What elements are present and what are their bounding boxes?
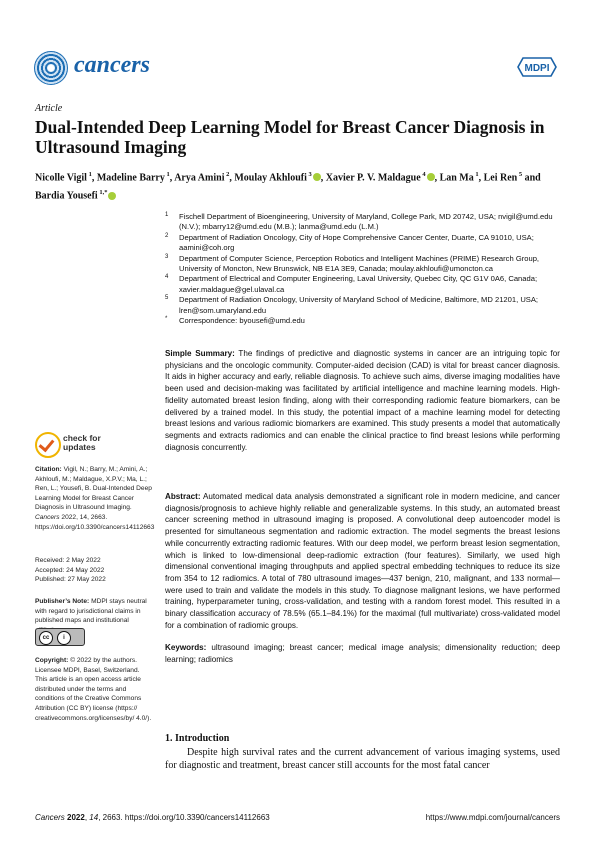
footer-journal: Cancers: [35, 813, 65, 822]
affiliation-item: [165, 254, 565, 275]
check-updates-icon: [35, 432, 61, 458]
affiliation-text: Correspondence: byousefi@umd.edu: [179, 316, 305, 326]
introduction-text: Despite high survival rates and the current advancement of various imaging systems, used for diagnostic and treatment, breast cancer still accounts for the most fatal cancer: [165, 747, 560, 772]
simple-summary-label: Simple Summary:: [165, 349, 235, 358]
check-for-updates-button[interactable]: [35, 432, 130, 460]
copyright-block: [35, 656, 153, 723]
affiliation-number: 5: [165, 295, 169, 302]
affiliation-text: Department of Electrical and Computer Engineering, Laval University, Quebec City, QC G1V 0A6, Canada; xavier.maldague@gel.ulaval.ca: [179, 274, 538, 294]
paper-title: Dual-Intended Deep Learning Model for Breast Cancer Diagnosis in Ultrasound Imaging: [35, 117, 545, 157]
affiliation-list: [165, 212, 565, 326]
citation-journal: Cancers: [35, 513, 60, 521]
mdpi-logo: [517, 57, 557, 77]
author-name: Xavier P. V. Maldague: [325, 172, 421, 184]
citation-label: Citation:: [35, 466, 62, 473]
author-list: [35, 167, 565, 204]
publishers-note-label: Publisher’s Note:: [35, 598, 90, 605]
cc-icon: cc: [39, 631, 53, 645]
author-name: Madeline Barry: [96, 172, 165, 184]
author-separator: ,: [434, 172, 440, 184]
article-type: Article: [35, 103, 63, 114]
affiliation-item: [165, 274, 565, 295]
footer-year: 2022: [67, 813, 85, 822]
citation-text: Vigil, N.; Barry, M.; Amini, A.; Akhloufi, M.; Maldague, X.P.V.; Ma, L.; Ren, L.; Yousefi, B. Dual-Intended Deep Learning Model for Breast Cancer Diagnosis in Ultrasound Imaging.: [35, 466, 152, 512]
journal-logo: [34, 51, 68, 85]
date-accepted: Accepted: 24 May 2022: [35, 566, 105, 574]
author-affil-sup: 3: [306, 171, 312, 178]
keywords-label: Keywords:: [165, 643, 207, 652]
footer-journal-url[interactable]: https://www.mdpi.com/journal/cancers: [425, 813, 560, 822]
citation-ref: 2022, 14, 2663. https://doi.org/10.3390/cancers14112663: [35, 513, 155, 531]
copyright-text: © 2022 by the authors. Licensee MDPI, Basel, Switzerland. This article is an open access article distributed under the terms and conditions of the Creative Commons Attribution (CC BY) license (https:// creativecommons.org/licenses/by/ 4.0/).: [35, 657, 152, 722]
abstract-label: Abstract:: [165, 492, 201, 501]
orcid-icon[interactable]: [313, 173, 321, 181]
affiliation-number: 1: [165, 212, 169, 218]
date-received: Received: 2 May 2022: [35, 557, 101, 564]
keywords-text: ultrasound imaging; breast cancer; medical image analysis; dimensionality reduction; deep learning; radiomics: [165, 643, 560, 664]
citation-block: [35, 465, 153, 532]
affiliation-number: 4: [165, 274, 169, 281]
affiliation-number: 2: [165, 232, 169, 239]
author-separator: ,: [169, 172, 175, 184]
author-affil-sup: 1: [473, 171, 479, 178]
author-name: Nicolle Vigil: [35, 172, 87, 184]
copyright-label: Copyright:: [35, 657, 69, 664]
author-affil-sup: 1: [164, 171, 170, 178]
affiliation-text: Department of Computer Science, Perception Robotics and Intelligent Machines (PRIME) Research Group, University of Moncton, New Brunswick, NB E1A 3E9, Canada; moulay.akhloufi@umoncton.ca: [179, 253, 540, 274]
abstract-text: Automated medical data analysis demonstrated a significant role in modern medicine, and cancer diagnosis/prognosis to achieve highly reliable and generalizable systems. In this study, an automated breast cancer screening method in ultrasound imaging is proposed. A convolutional deep autoencoder model is presented for simultaneous segmentation and radiomic extraction. The model segments the breast lesions while concurrently extracting radiomic features. With our deep model, we perform breast lesion segmentation, which is linked to low-dimensional deep-radiomic extraction (four features). Similarly, we used high dimensional conventional imaging throughputs and applied spectral embedding techniques to reduce its size from 354 to 12 radiomics. A total of 780 ultrasound images—437 benign, 210, malignant, and 133 normal—were used to train and validate the models in this study. To diagnose malignant lesions, we have performed training, hyperparameter tuning, cross-validation, and testing with a random forest model. This resulted in a binary classification accuracy of 78.5% (65.1–84.1%) for the maximal (full multivariate) cross-validated model for a combination of radiomic groups.: [165, 492, 560, 630]
orcid-icon[interactable]: [427, 173, 435, 181]
check-updates-line2: updates: [63, 442, 96, 452]
author-separator: ,: [91, 172, 97, 184]
affiliation-number: 3: [165, 253, 169, 260]
author-separator: ,: [229, 172, 235, 184]
author-name: Bardia Yousefi: [35, 190, 98, 202]
author-name: Lan Ma: [439, 172, 474, 184]
affiliation-item: [165, 212, 565, 233]
affiliation-text: Department of Radiation Oncology, University of Maryland School of Medicine, Baltimore, MD 21201, USA; lren@som.umaryland.edu: [179, 295, 539, 315]
author-affil-sup: 5: [517, 171, 523, 178]
affiliation-item: [165, 316, 565, 326]
simple-summary-text: The findings of predictive and diagnostic systems in cancer are an intriguing topic for physicians and the oncologic community. Computer-aided decision (CAD) is vital for breast cancer diagnosis. It aids in higher accuracy and early, reliable diagnosis. To achieve such aims, diverse imaging modalities have been used and decision-making was facilitated by artificial intelligence and machine learning models. High-fidelity automated breast lesion finding, along with their corresponding radiomic feature biomarkers, can be delivered by a trained model. In this study, the potential impact of a machine learning model for detecting breast lesions and various radiomic biomarkers are examined. This study presents a model that automatically segments and extracts radiomics and can enable the clinical practice to find breast lesions while performing diagnosis concurrently.: [165, 349, 561, 452]
author-affil-sup: 4: [420, 171, 426, 178]
by-icon: i: [57, 631, 71, 645]
author-name: Lei Ren: [483, 172, 518, 184]
cc-by-license-badge[interactable]: [35, 628, 85, 646]
simple-summary: [165, 348, 560, 453]
affiliation-item: [165, 233, 565, 254]
date-published: Published: 27 May 2022: [35, 576, 106, 584]
keywords: [165, 642, 560, 665]
author-separator: ,: [320, 172, 326, 184]
footer-citation: Cancers 2022, 14, 2663. https://doi.org/10.3390/cancers14112663: [35, 813, 270, 822]
author-name: Arya Amini: [174, 172, 225, 184]
affiliation-text: Department of Radiation Oncology, City of Hope Comprehensive Cancer Center, Duarte, CA 91010, USA; aamini@coh.org: [179, 232, 534, 253]
author-separator: and: [522, 172, 541, 184]
footer-ref: , 2663. https://doi.org/10.3390/cancers14112663: [98, 813, 270, 822]
orcid-icon[interactable]: [108, 192, 116, 200]
author-affil-sup: 1: [86, 171, 92, 178]
author-affil-sup: 2: [224, 171, 230, 178]
author-separator: ,: [478, 172, 484, 184]
footer-volume: 14: [89, 813, 99, 822]
publishers-note-text: MDPI stays neutral with regard to jurisdictional claims in published maps and institutional: [35, 598, 147, 625]
author-name: Moulay Akhloufi: [234, 172, 307, 184]
affiliation-item: [165, 295, 565, 316]
publisher-name: MDPI: [524, 63, 550, 74]
author-affil-sup: 1,*: [97, 189, 108, 197]
affiliation-text: Fischell Department of Bioengineering, University of Maryland, College Park, MD 20742, USA; nvigil@umd.edu (N.V.); mbarry12@umd.edu (M.B.); lanma@umd.edu (L.M.): [179, 212, 553, 232]
abstract: [165, 491, 560, 631]
check-updates-line1: check for: [63, 433, 101, 443]
affiliation-number: *: [165, 316, 168, 323]
publication-dates: [35, 556, 153, 585]
journal-name: cancers: [74, 52, 150, 78]
section-heading-introduction: 1. Introduction: [165, 733, 230, 744]
